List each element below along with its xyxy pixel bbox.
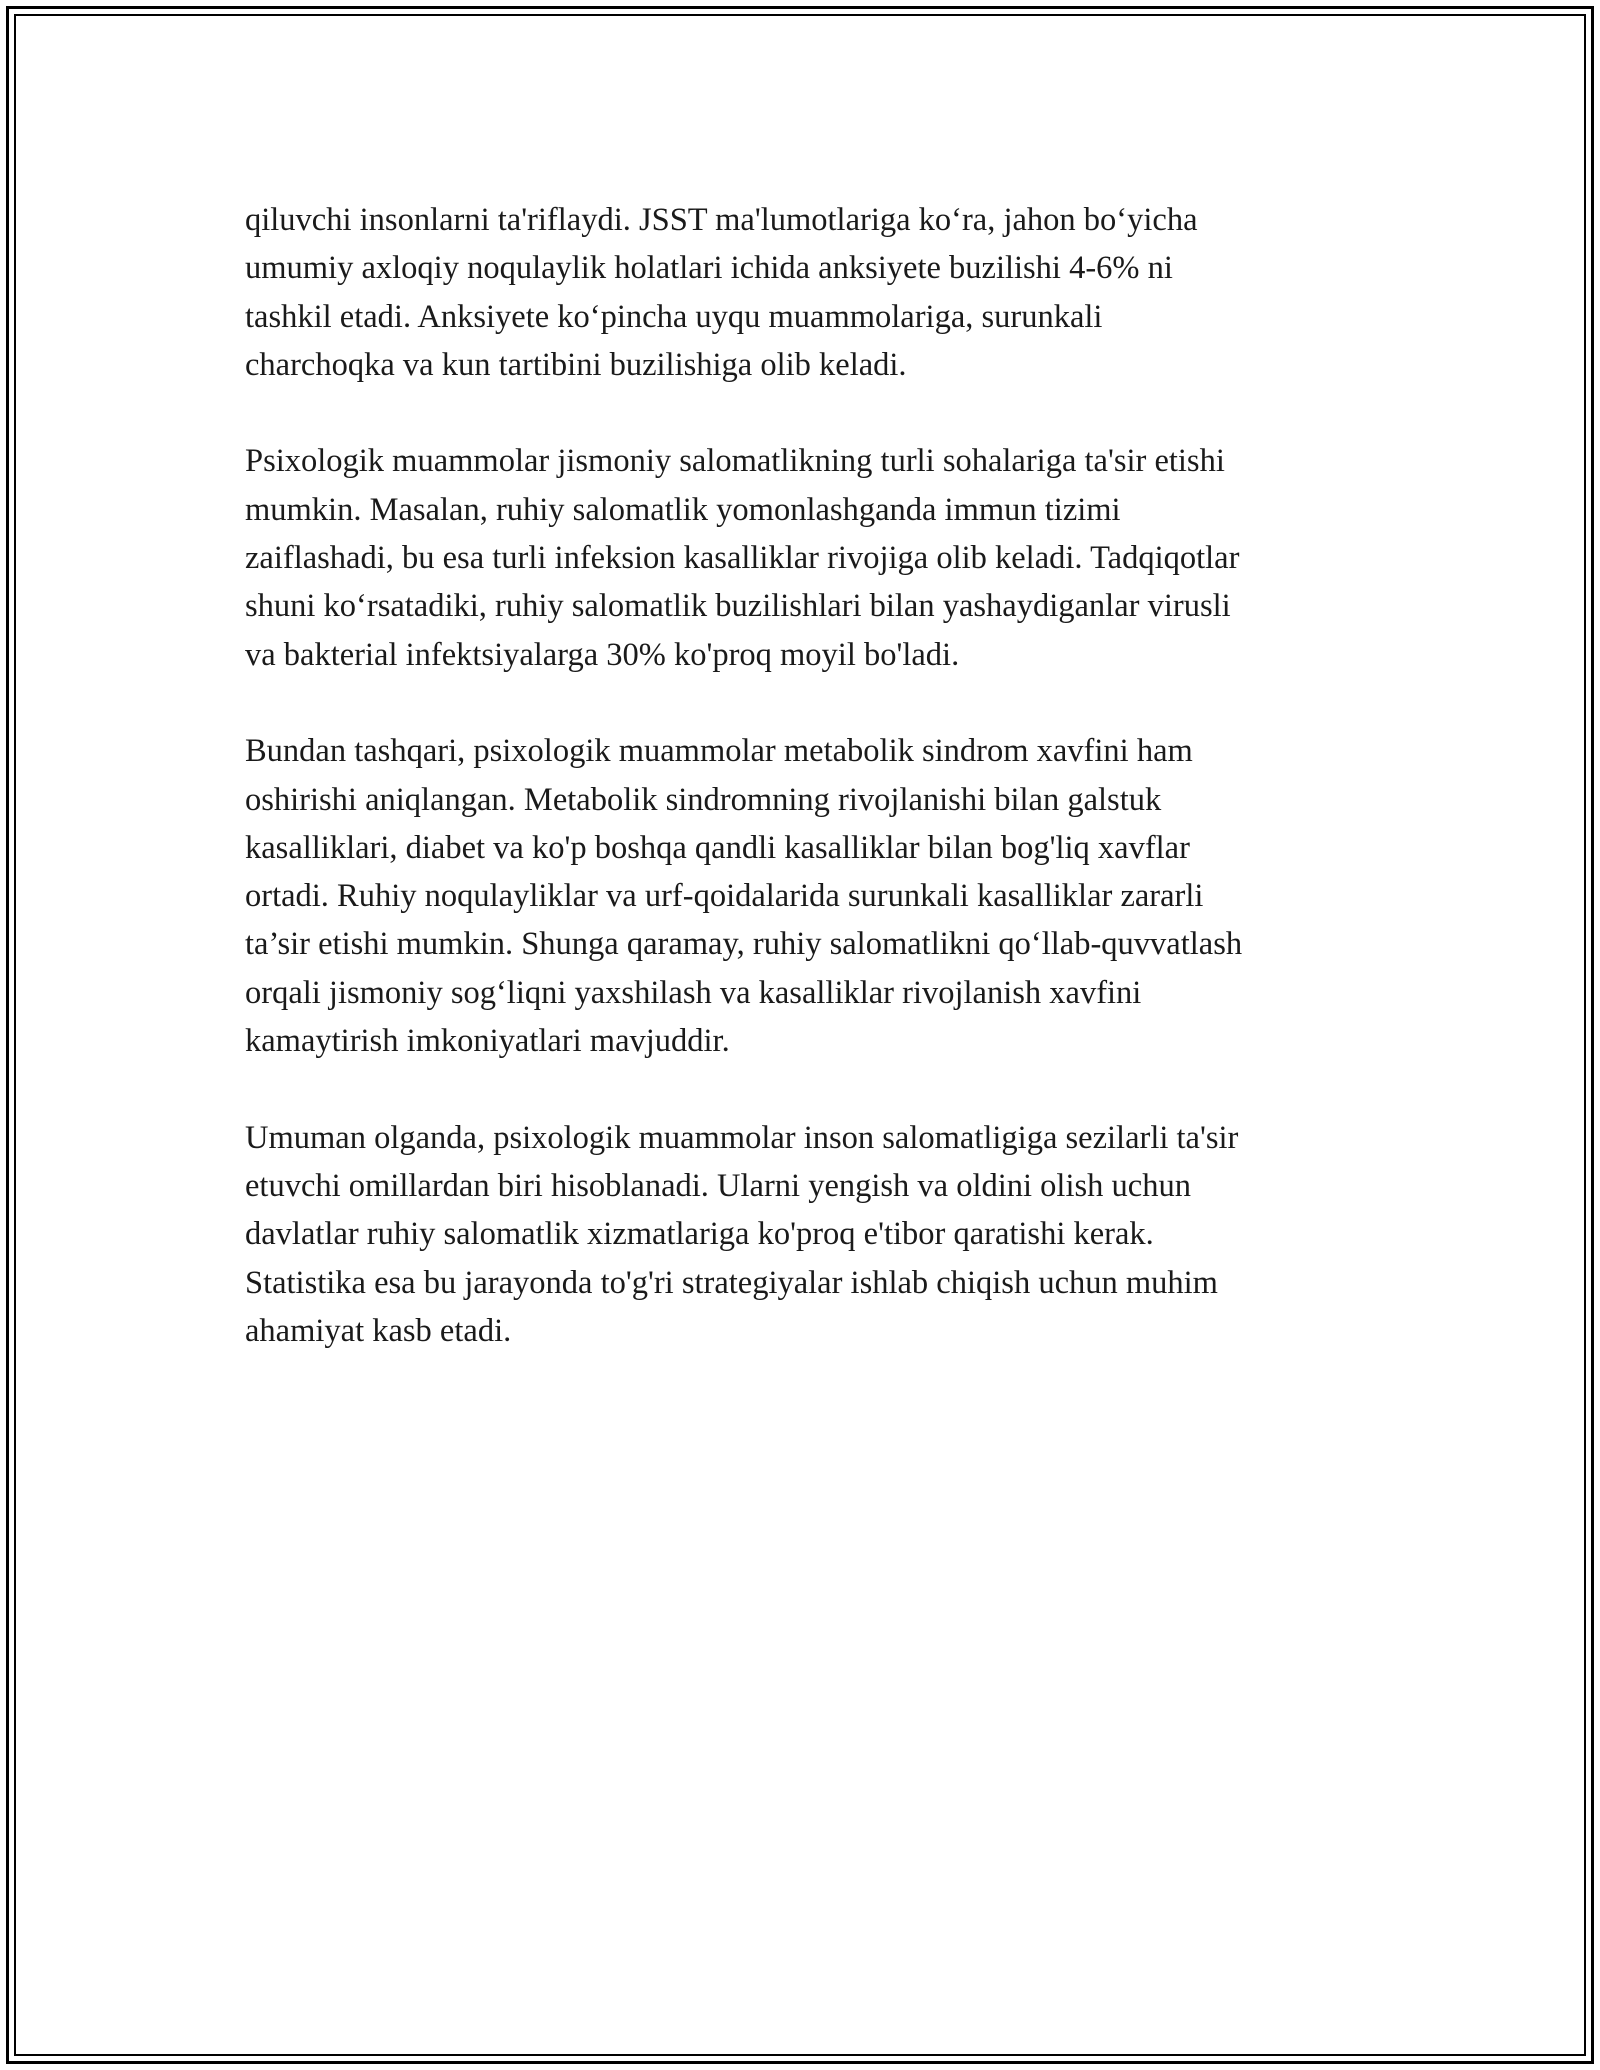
text-line: shuni ko‘rsatadiki, ruhiy salomatlik buzilishlari bilan yashaydiganlar virusli xyxy=(245,588,1231,625)
paragraph-1 xyxy=(245,196,1385,389)
paragraph-3 xyxy=(245,727,1385,1065)
text-line: zaiflashadi, bu esa turli infeksion kasalliklar rivojiga olib keladi. Tadqiqotlar xyxy=(245,540,1240,577)
paragraph-4 xyxy=(245,1114,1385,1355)
text-line: Psixologik muammolar jismoniy salomatlikning turli sohalariga ta'sir etishi xyxy=(245,443,1225,480)
paragraph-2 xyxy=(245,437,1385,678)
page-frame xyxy=(6,6,1594,2064)
text-line: kamaytirish imkoniyatlari mavjuddir. xyxy=(245,1023,730,1060)
text-line: Bundan tashqari, psixologik muammolar metabolik sindrom xavfini ham xyxy=(245,733,1193,770)
text-line: etuvchi omillardan biri hisoblanadi. Ularni yengish va oldini olish uchun xyxy=(245,1167,1191,1204)
document-body xyxy=(245,196,1385,1403)
text-line: tashkil etadi. Anksiyete ko‘pincha uyqu muammolariga, surunkali xyxy=(245,298,1103,335)
text-line: Umuman olganda, psixologik muammolar inson salomatligiga sezilarli ta'sir xyxy=(245,1119,1239,1156)
text-line: va bakterial infektsiyalarga 30% ko'proq moyil bo'ladi. xyxy=(245,636,960,673)
text-line: oshirishi aniqlangan. Metabolik sindromning rivojlanishi bilan galstuk xyxy=(245,781,1162,818)
text-line: umumiy axloqiy noqulaylik holatlari ichida anksiyete buzilishi 4-6% ni xyxy=(245,250,1173,287)
text-line: davlatlar ruhiy salomatlik xizmatlariga ko'proq e'tibor qaratishi kerak. xyxy=(245,1216,1154,1253)
text-line: ta’sir etishi mumkin. Shunga qaramay, ruhiy salomatlikni qo‘llab-quvvatlash xyxy=(245,926,1243,963)
text-line: Statistika esa bu jarayonda to'g'ri strategiyalar ishlab chiqish uchun muhim xyxy=(245,1264,1218,1301)
text-line: kasalliklari, diabet va ko'p boshqa qandli kasalliklar bilan bog'liq xavflar xyxy=(245,829,1190,866)
text-line: ortadi. Ruhiy noqulayliklar va urf-qoidalarida surunkali kasalliklar zararli xyxy=(245,878,1204,915)
text-line: mumkin. Masalan, ruhiy salomatlik yomonlashganda immun tizimi xyxy=(245,491,1121,528)
text-line: orqali jismoniy sog‘liqni yaxshilash va kasalliklar rivojlanish xavfini xyxy=(245,974,1142,1011)
text-line: ahamiyat kasb etadi. xyxy=(245,1312,512,1349)
text-line: qiluvchi insonlarni ta'riflaydi. JSST ma'lumotlariga ko‘ra, jahon bo‘yicha xyxy=(245,202,1198,238)
text-line: charchoqka va kun tartibini buzilishiga olib keladi. xyxy=(245,346,907,383)
